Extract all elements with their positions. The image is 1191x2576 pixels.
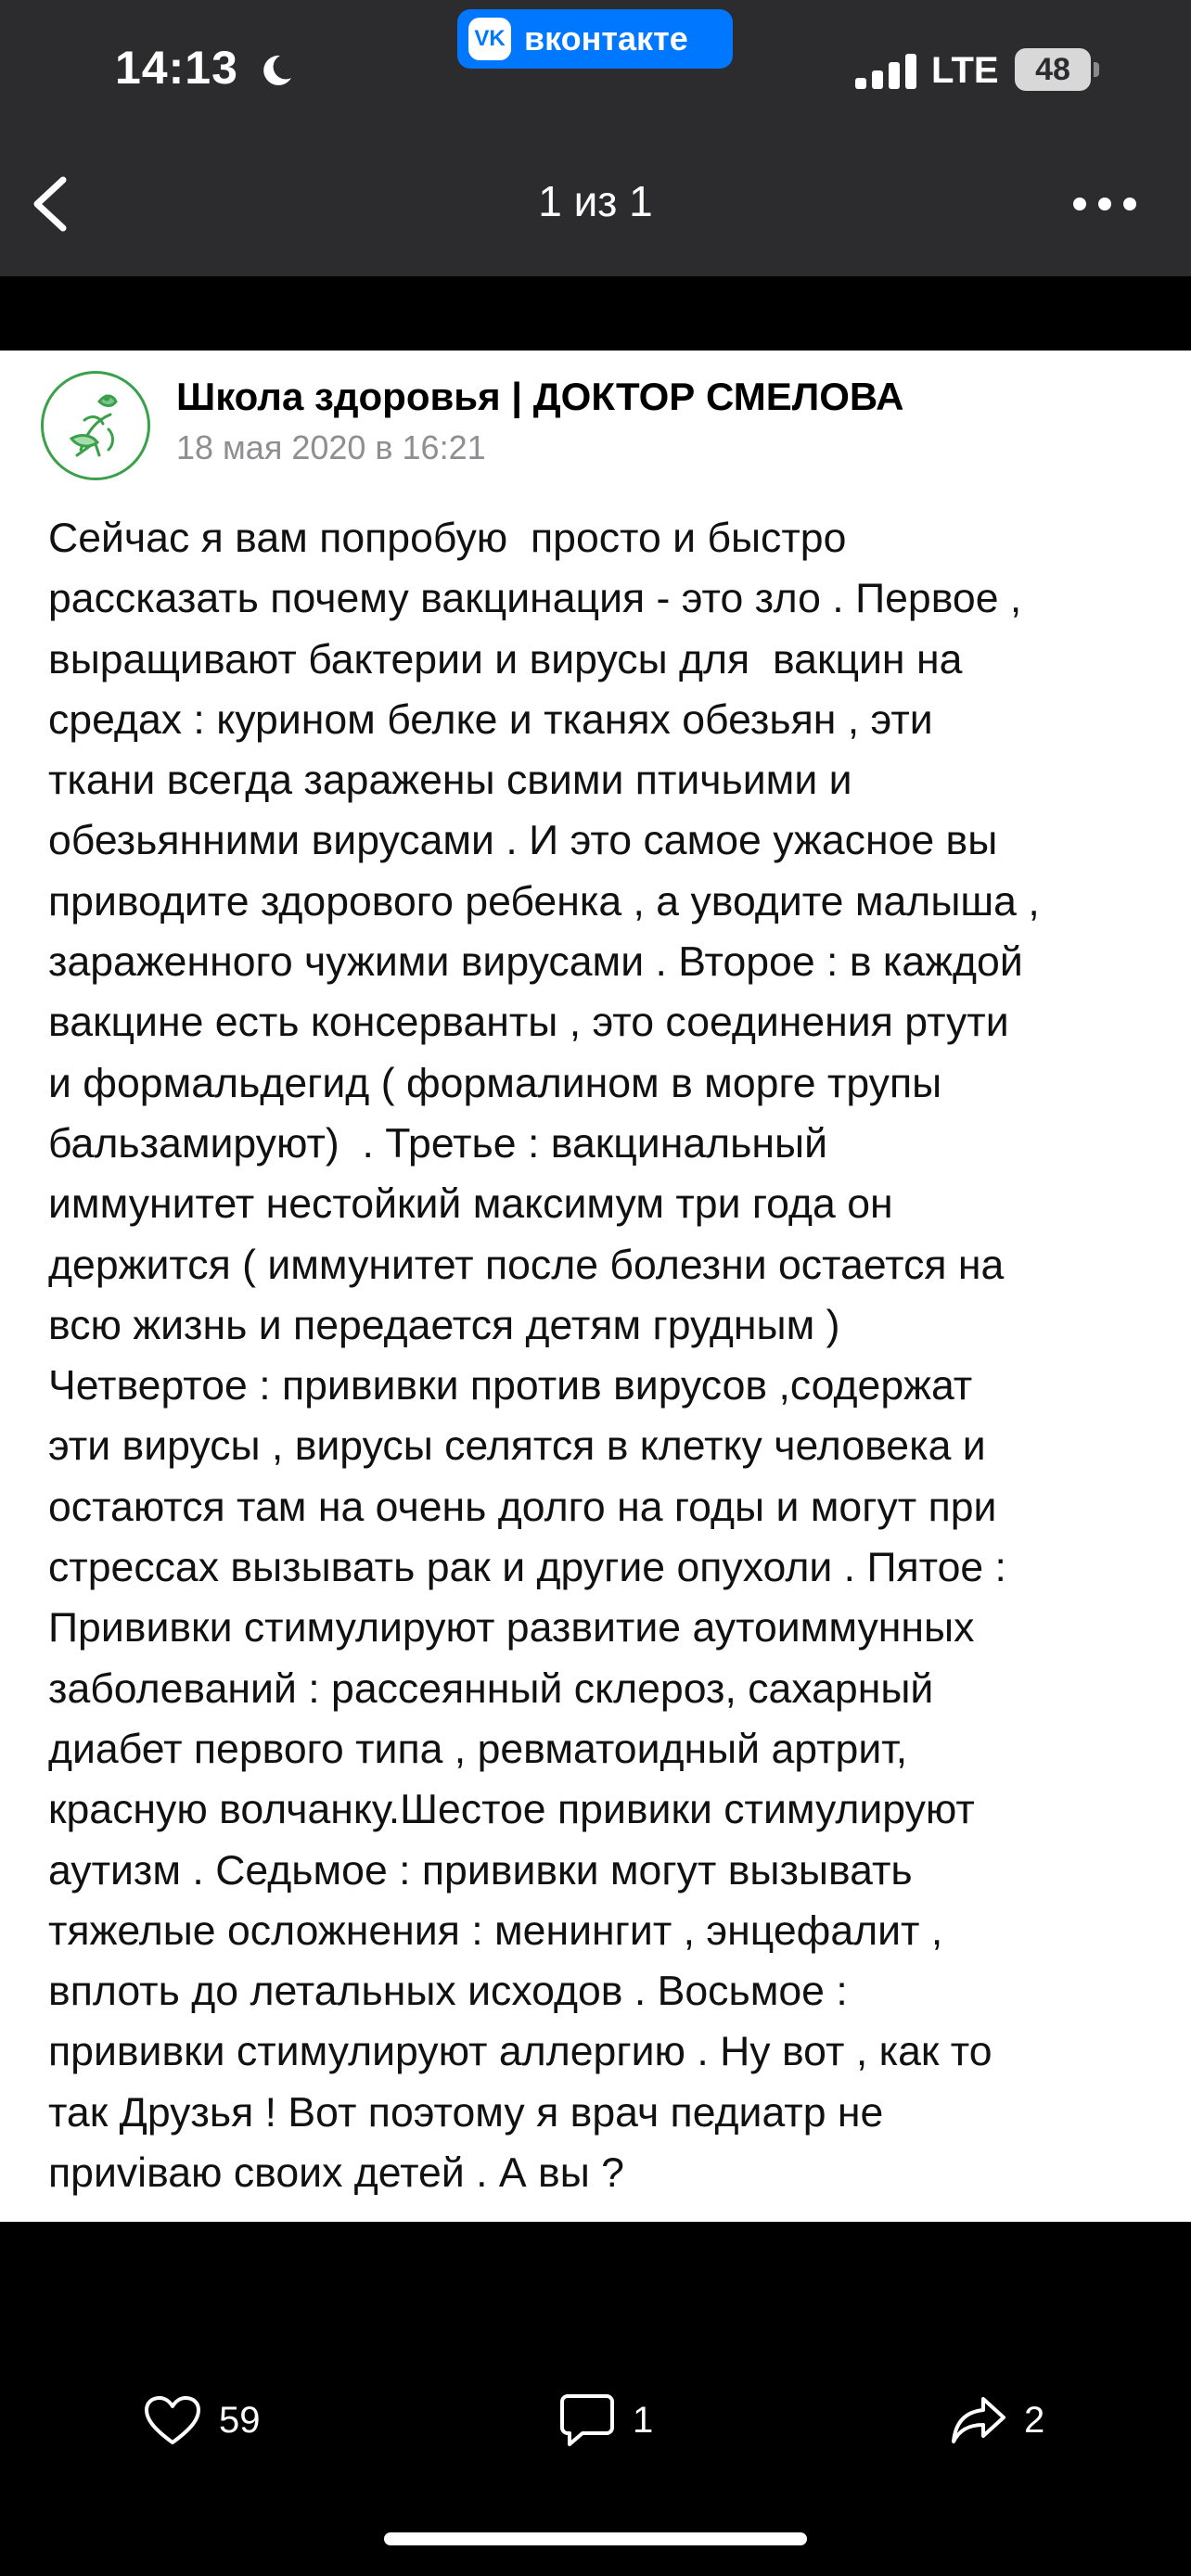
avatar[interactable] (41, 371, 150, 480)
status-time: 14:13 (115, 42, 238, 94)
like-count: 59 (219, 2399, 261, 2441)
more-dots-icon[interactable] (1070, 185, 1139, 223)
battery-tip (1094, 62, 1099, 77)
network-type: LTE (931, 50, 999, 91)
post-actions (0, 2374, 1191, 2467)
top-header (0, 0, 1191, 276)
status-bar (0, 0, 1191, 139)
comment-bubble-icon (558, 2392, 616, 2448)
post-date: 18 мая 2020 в 16:21 (176, 428, 486, 466)
heart-icon (143, 2394, 202, 2446)
vk-app-label: вконтакте (524, 19, 688, 57)
home-indicator[interactable] (384, 2532, 807, 2545)
moon-icon (258, 52, 295, 89)
page-counter-title: 1 из 1 (538, 177, 653, 225)
share-count: 2 (1024, 2399, 1045, 2441)
post-text: Сейчас я вам попробую просто и быстро рассказать почему вакцинация - это зло . Первое , выращивают бактерии и вирусы для вакцин на средах : курином белке и тканях обезьян , эти ткани всегда заражены свими птичьими и обезьянними вирусами . И это самое ужасное вы приводите здорового ребенка , а уводите малыша , зараженного чужими вирусами . Второе : в каждой вакцине есть консерванты , это соединения ртути и формальдегид ( формалином в морге трупы бальзамируют) . Третье : вакцинальный иммунитет нестойкий максимум три года он держится ( иммунитет после болезни остается на всю жизнь и передается детям грудным ) Четвертое : прививки против вирусов ,содержат эти вирусы , вирусы селятся в клетку человека и остаются там на очень долго на годы и могут при стрессах вызывать рак и другие опухоли . Пятое : Прививки стимулируют развитие аутоиммунных заболеваний : рассеянный склероз, сахарный диабет первого типа , ревматоидный артрит, красную волчанку.Шестое привики стимулируют аутизм . Седьмое : прививки могут вызывать тяжелые осложнения : менингит , энцефалит , вплоть до летальных исходов . Восьмое : прививки стимулируют аллергию . Ну вот , как то так Друзья ! Вот поэтому я врач педиатр не приviваю своих детей . А вы ? (48, 516, 1040, 2197)
comment-count: 1 (633, 2399, 654, 2441)
battery-icon (1015, 48, 1100, 91)
nav-bar (0, 139, 1191, 269)
comment-button[interactable] (558, 2374, 653, 2467)
vk-logo-icon: VK (468, 18, 511, 60)
share-arrow-icon (950, 2393, 1007, 2447)
community-logo-icon (44, 374, 147, 478)
post-card (0, 351, 1191, 2222)
battery-level: 48 (1015, 48, 1091, 91)
signal-bars-icon (855, 54, 918, 89)
post-author[interactable]: Школа здоровья | ДОКТОР СМЕЛОВА (176, 375, 904, 418)
share-button[interactable] (950, 2374, 1044, 2467)
like-button[interactable] (143, 2374, 261, 2467)
vk-app-badge[interactable] (457, 9, 733, 69)
